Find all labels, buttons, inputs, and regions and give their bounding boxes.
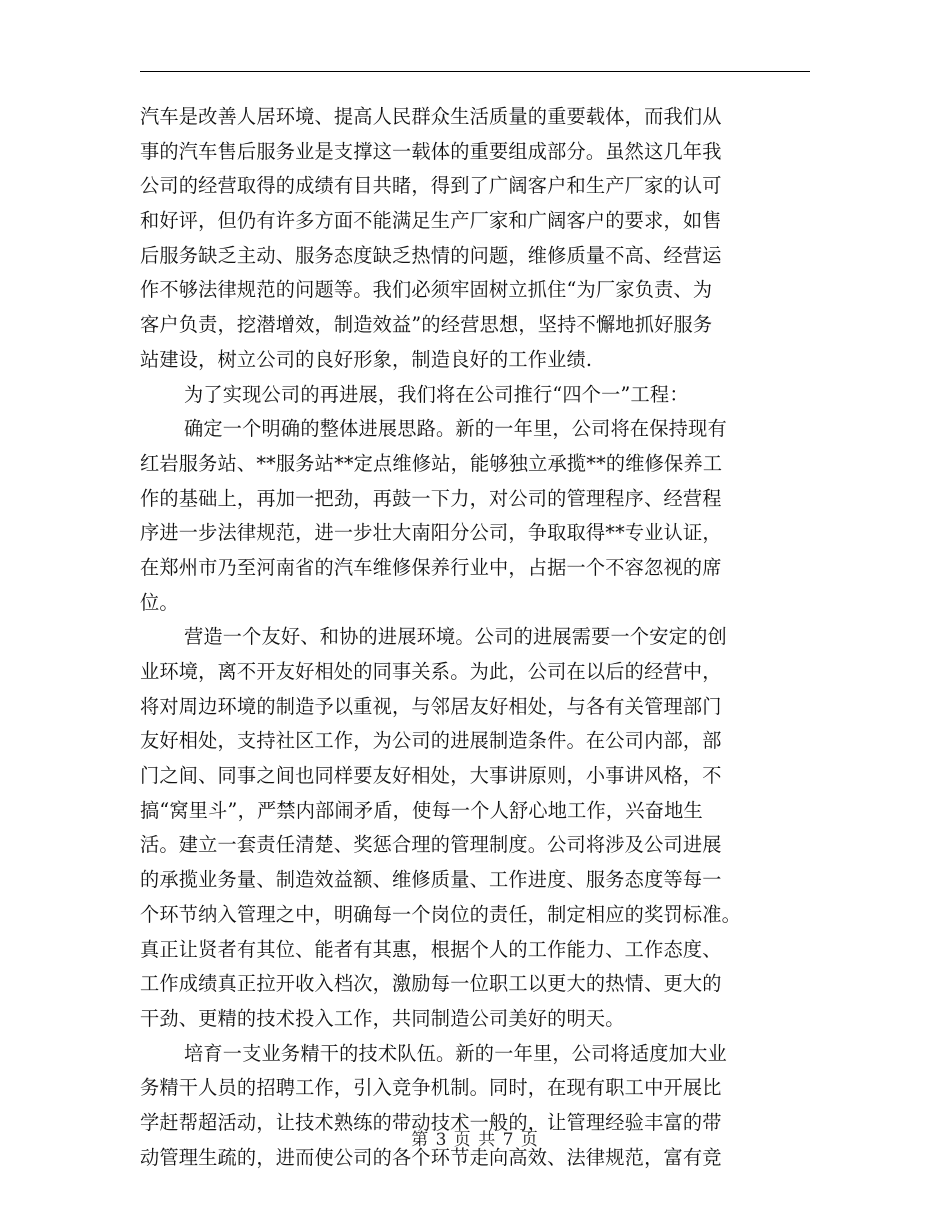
text-line: 客户负责，挖潜增效，制造效益”的经营思想，坚持不懈地抓好服务: [140, 313, 713, 337]
text-line: 干劲、更精的技术投入工作，共同制造公司美好的明天。: [140, 1006, 625, 1030]
text-line: 工作成绩真正拉开收入档次，激励每一位职工以更大的热情、更大的: [140, 972, 722, 996]
text-line: 位。: [140, 590, 179, 614]
text-line: 作的基础上，再加一把劲，再鼓一下力，对公司的管理程序、经营程: [140, 486, 722, 510]
header-rule: [140, 71, 810, 72]
text-line: 后服务缺乏主动、服务态度缺乏热情的问题，维修质量不高、经营运: [140, 243, 722, 267]
text-line: 事的汽车售后服务业是支撑这一载体的重要组成部分。虽然这几年我: [140, 139, 722, 163]
text-line: 确定一个明确的整体进展思路。新的一年里，公司将在保持现有: [184, 417, 727, 441]
text-line: 业环境，离不开友好相处的同事关系。为此，公司在以后的经营中，: [140, 660, 722, 683]
text-line: 和好评，但仍有许多方面不能满足生产厂家和广阔客户的要求，如售: [140, 209, 722, 233]
document-body: [140, 100, 820, 1175]
text-line: 学赶帮超活动，让技术熟练的带动技术一般的，让管理经验丰富的带: [140, 1110, 722, 1134]
text-line: 将对周边环境的制造予以重视，与邻居友好相处，与各有关管理部门: [140, 694, 722, 718]
text-line: 个环节纳入管理之中，明确每一个岗位的责任，制定相应的奖罚标准。: [140, 902, 742, 926]
text-line: 培育一支业务精干的技术队伍。新的一年里，公司将适度加大业: [184, 1041, 727, 1065]
text-line: 在郑州市乃至河南省的汽车维修保养行业中，占据一个不容忽视的席: [140, 555, 722, 579]
text-line: 务精干人员的招聘工作，引入竞争机制。同时，在现有职工中开展比: [140, 1076, 722, 1100]
text-line: 作不够法律规范的问题等。我们必须牢固树立抓住“为厂家负责、为: [140, 278, 713, 302]
text-line: 营造一个友好、和协的进展环境。公司的进展需要一个安定的创: [184, 625, 727, 649]
text-line: 活。建立一套责任清楚、奖惩合理的管理制度。公司将涉及公司进展: [140, 833, 722, 857]
page-number-footer: 第 3 页 共 7 页: [411, 1130, 539, 1150]
text-line: 的承揽业务量、制造效益额、维修质量、工作进度、服务态度等每一: [140, 868, 722, 892]
text-line: 站建设，树立公司的良好形象，制造良好的工作业绩.: [140, 347, 593, 371]
text-line: 友好相处，支持社区工作，为公司的进展制造条件。在公司内部，部: [140, 729, 722, 753]
text-line: 真正让贤者有其位、能者有其惠，根据个人的工作能力、工作态度、: [140, 937, 722, 961]
text-line: 为了实现公司的再进展，我们将在公司推行“四个一”工程：: [184, 382, 689, 406]
text-line: 动管理生疏的，进而使公司的各个环节走向高效、法律规范，富有竞: [140, 1145, 722, 1169]
text-line: 序进一步法律规范，进一步壮大南阳分公司，争取取得**专业认证，: [140, 521, 722, 545]
text-line: 搞“窝里斗”，严禁内部闹矛盾，使每一个人舒心地工作，兴奋地生: [140, 798, 703, 822]
text-line: 红岩服务站、**服务站**定点维修站，能够独立承揽**的维修保养工: [140, 451, 723, 475]
text-line: 门之间、同事之间也同样要友好相处，大事讲原则，小事讲风格，不: [140, 764, 722, 788]
text-line: 汽车是改善人居环境、提高人民群众生活质量的重要载体，而我们从: [140, 105, 722, 128]
text-line: 公司的经营取得的成绩有目共睹，得到了广阔客户和生产厂家的认可: [140, 174, 722, 198]
